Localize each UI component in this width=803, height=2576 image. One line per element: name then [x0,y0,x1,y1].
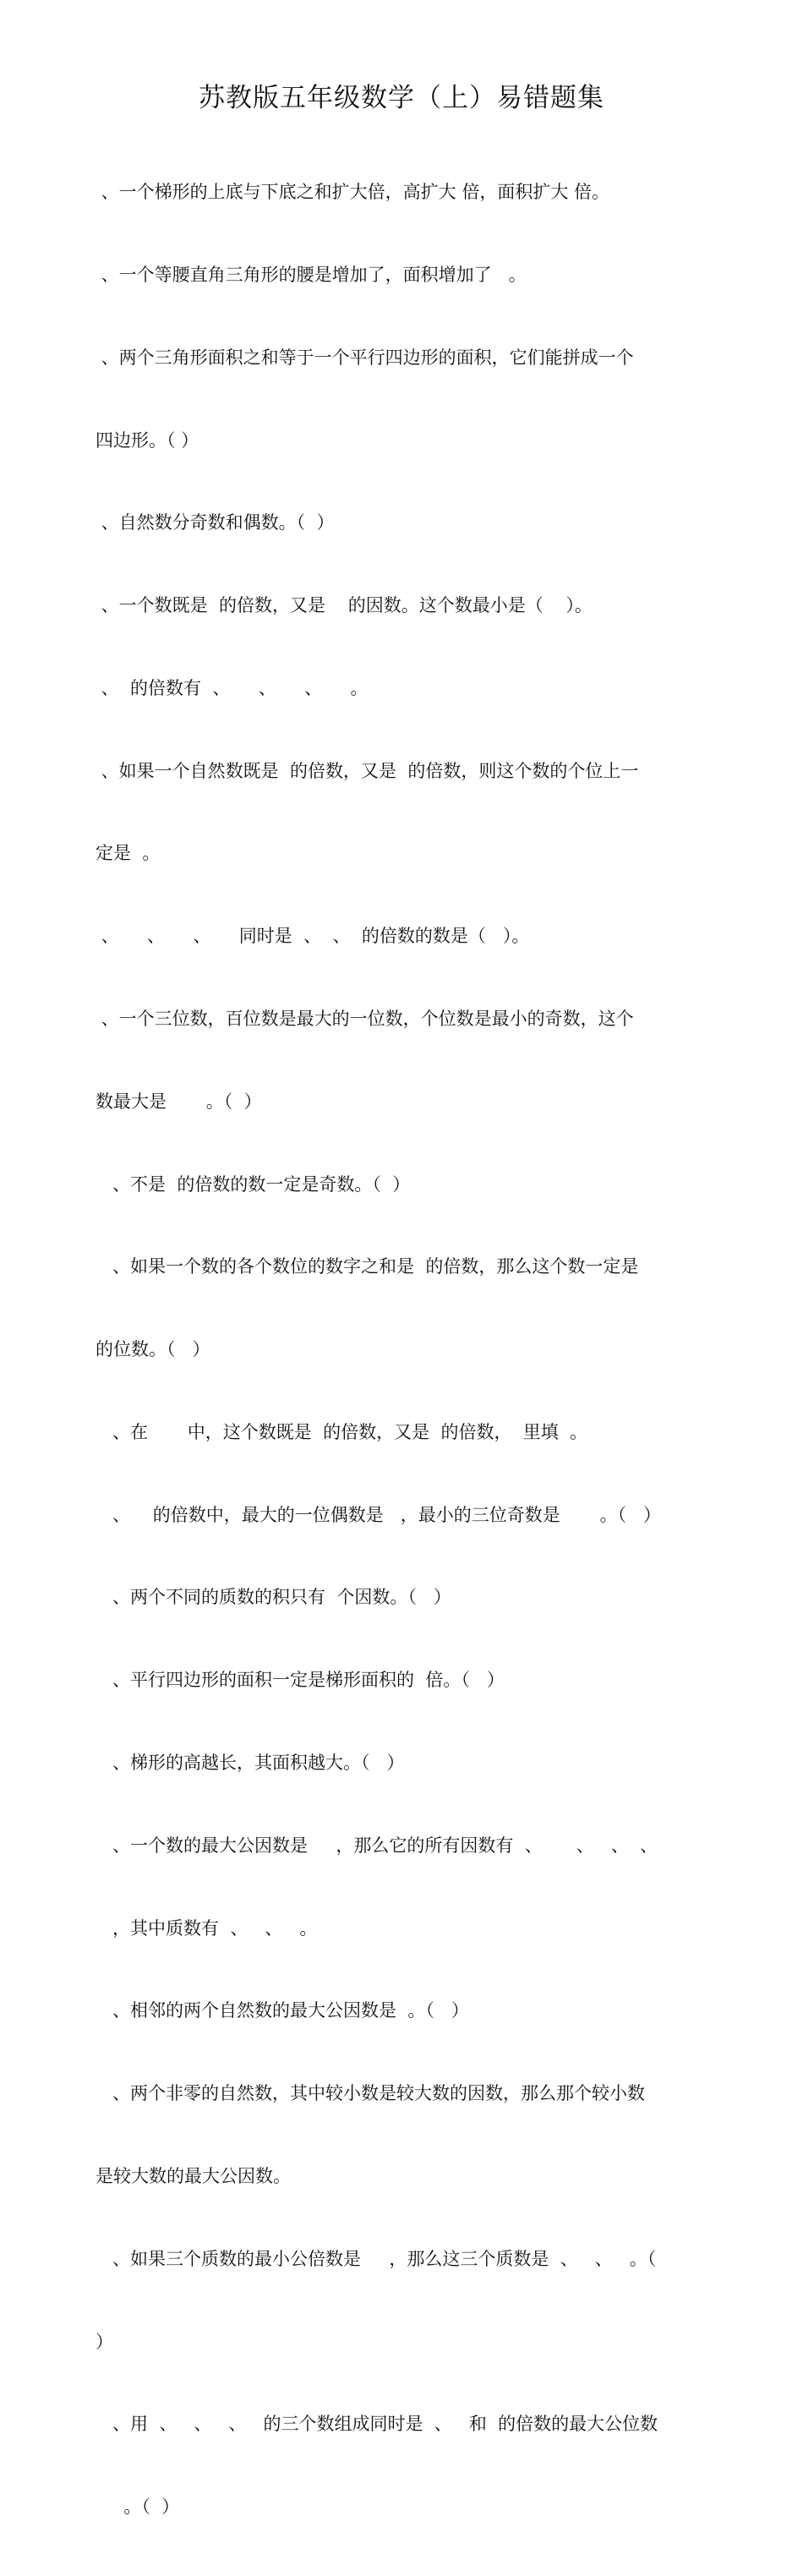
question-line: 、不是 的倍数的数一定是奇数。（ ） [96,1173,411,1195]
question-line: 、用 、 、 、 的三个数组成同时是 、 和 的倍数的最大公位数 [96,2414,658,2435]
question-line: 。（ ） [96,2497,180,2518]
question-line: 的位数。（ ） [96,1339,210,1360]
question-line: 、一个数的最大公因数是 ，那么它的所有因数有 、 、 、 、 [96,1835,658,1856]
question-line: 、一个等腰直角三角形的腰是增加了，面积增加了 。 [96,264,527,285]
question-line: 、一个数既是 的倍数，又是 的因数。这个数最小是（ ）。 [96,595,593,616]
question-line: 、 的倍数中，最大的一位偶数是 ，最小的三位奇数是 。（ ） [96,1504,662,1525]
question-line: 、平行四边形的面积一定是梯形面积的 倍。（ ） [96,1670,505,1691]
question-line: 、如果一个数的各个数位的数字之和是 的倍数，那么这个数一定是 [96,1256,639,1277]
question-line: 、一个三位数，百位数是最大的一位数，个位数是最小的奇数，这个 [96,1009,634,1029]
question-line: 数最大是 。（ ） [96,1091,262,1112]
question-line: 四边形。（ ） [96,429,199,451]
question-line: 、 、 、 同时是 、 、 的倍数的数是（ ）。 [96,926,530,947]
question-line: 、如果一个自然数既是 的倍数，又是 的倍数，则这个数的个位上一 [96,760,639,781]
document-title: 苏教版五年级数学（上）易错题集 [199,83,604,113]
question-line: ） [96,2331,113,2352]
question-line: 、在 中，这个数既是 的倍数，又是 的倍数， 里填 。 [96,1421,588,1442]
question-line: 、两个不同的质数的积只有 个因数。（ ） [96,1587,451,1608]
question-line: 、 的倍数有 、 、 、 。 [96,677,369,698]
question-list [96,123,713,2576]
question-line: 、梯形的高越长，其面积越大。（ ） [96,1753,405,1774]
question-line: 、相邻的两个自然数的最大公因数是 。（ ） [96,2000,469,2021]
question-line: 是较大数的最大公因数。 [96,2165,291,2186]
question-line: 定是 。 [96,843,161,864]
question-line: 、两个三角形面积之和等于一个平行四边形的面积，它们能拼成一个 [96,347,634,368]
question-line: ，其中质数有 、 、 。 [96,1917,318,1939]
question-line: 、自然数分奇数和偶数。（ ） [96,512,335,533]
question-line: 、如果三个质数的最小公倍数是 ，那么这三个质数是 、 、 。（ [96,2248,657,2269]
question-line: 、两个非零的自然数，其中较小数是较大数的因数，那么那个较小数 [96,2083,646,2104]
question-line: 、一个梯形的上底与下底之和扩大倍，高扩大 倍，面积扩大 倍。 [96,182,610,203]
